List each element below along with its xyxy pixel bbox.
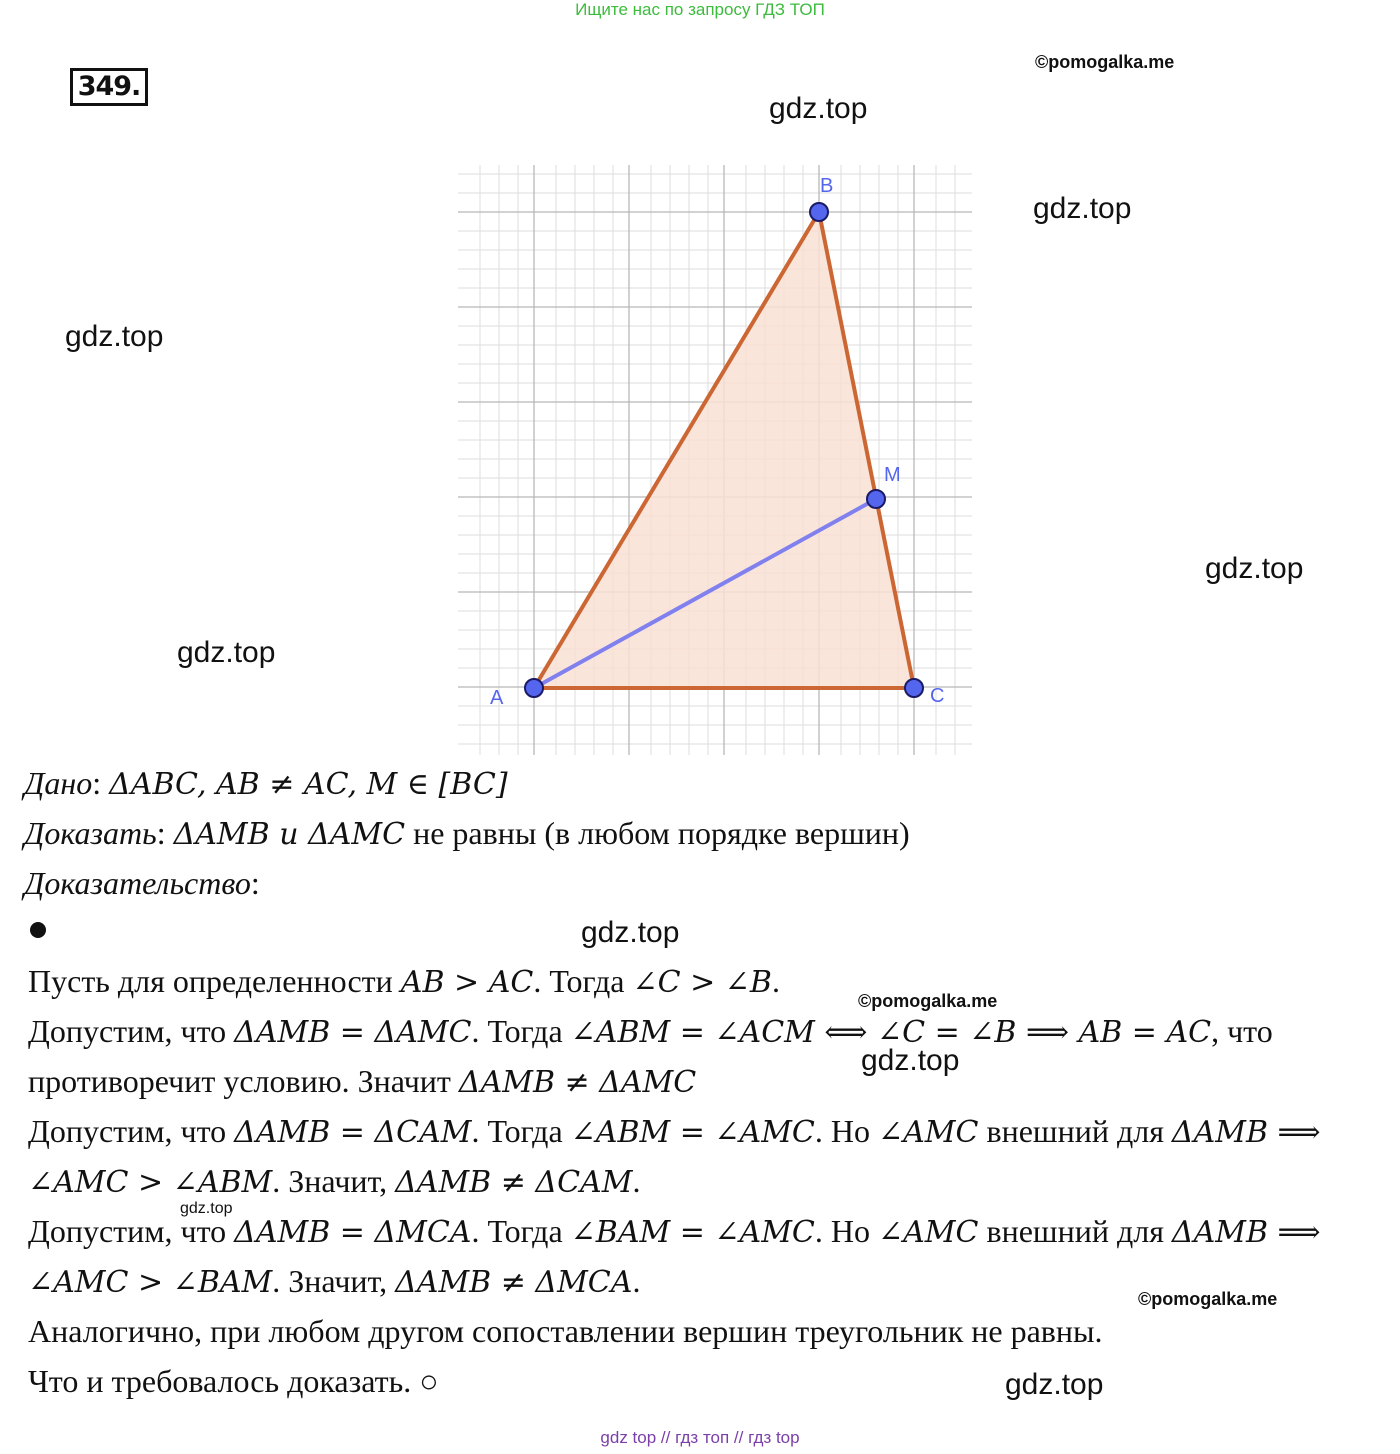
- prove-label: Доказать: [24, 815, 157, 851]
- proof-line-4: Допустим, что ΔAMB = ΔCAM. Тогда ∠ABM = ∠AMC. Но ∠AMC внешний для ΔAMB ⟹: [28, 1113, 1321, 1150]
- watermark-text: gdz.top: [1005, 1368, 1104, 1401]
- watermark-text: gdz.top: [769, 92, 868, 125]
- proof-line-6: Допустим, что ΔAMB = ΔMCA. Тогда ∠BAM = ∠AMC. Но ∠AMC внешний для ΔAMB ⟹: [28, 1213, 1321, 1250]
- watermark-text: gdz.top: [861, 1044, 960, 1077]
- label-m: M: [884, 464, 901, 486]
- bullet: [30, 922, 46, 938]
- given-line: Дано: ΔABC, AB ≠ AC, M ∈ [BC]: [24, 765, 508, 802]
- triangle-figure: [458, 165, 972, 755]
- proof-line-8: Аналогично, при любом другом сопоставлении вершин треугольник не равны.: [28, 1313, 1103, 1349]
- prove-line: Доказать: ΔAMB и ΔAMC не равны (в любом порядке вершин): [24, 815, 910, 852]
- given-formula: ΔABC, AB ≠ AC, M ∈ [BC]: [109, 767, 508, 802]
- copyright-watermark: ©pomogalka.me: [858, 991, 998, 1011]
- watermark-text: gdz.top: [1205, 552, 1304, 585]
- proof-heading: Доказательство:: [24, 865, 260, 901]
- footer-links[interactable]: gdz top // гдз топ // гдз top: [600, 1428, 800, 1447]
- watermark-text: gdz.top: [65, 320, 164, 353]
- watermark-text-small: gdz.top: [180, 1200, 233, 1217]
- proof-line-5: ∠AMC > ∠ABM. Значит, ΔAMB ≠ ΔCAM.: [28, 1163, 641, 1200]
- proof-line-2: Допустим, что ΔAMB = ΔAMC. Тогда ∠ABM = ∠ACM ⟺ ∠C = ∠B ⟹ AB = AC, что: [28, 1013, 1273, 1050]
- point-b: [810, 203, 828, 221]
- label-b: B: [820, 175, 834, 197]
- proof-line-1: Пусть для определенности AB > AC. Тогда ∠C > ∠B.: [28, 963, 780, 1000]
- prove-text: не равны (в любом порядке вершин): [413, 815, 910, 851]
- copyright-watermark: ©pomogalka.me: [1035, 52, 1175, 72]
- problem-number: 349.: [70, 68, 148, 106]
- proof-conclusion: Что и требовалось доказать. ○: [28, 1363, 439, 1399]
- point-c: [905, 679, 923, 697]
- label-a: A: [490, 687, 504, 709]
- point-a: [525, 679, 543, 697]
- prove-formula: ΔAMB и ΔAMC: [173, 817, 406, 852]
- watermark-text: gdz.top: [177, 636, 276, 669]
- watermark-text: gdz.top: [581, 916, 680, 949]
- proof-line-7: ∠AMC > ∠BAM. Значит, ΔAMB ≠ ΔMCA.: [28, 1263, 641, 1300]
- given-label: Дано: [24, 765, 93, 801]
- label-c: C: [930, 685, 945, 707]
- point-m: [867, 490, 885, 508]
- proof-label: Доказательство: [24, 865, 251, 901]
- watermark-text: gdz.top: [1033, 192, 1132, 225]
- top-banner: Ищите нас по запросу ГДЗ ТОП: [575, 0, 825, 19]
- proof-line-3: противоречит условию. Значит ΔAMB ≠ ΔAMC: [28, 1063, 697, 1100]
- copyright-watermark: ©pomogalka.me: [1138, 1289, 1278, 1309]
